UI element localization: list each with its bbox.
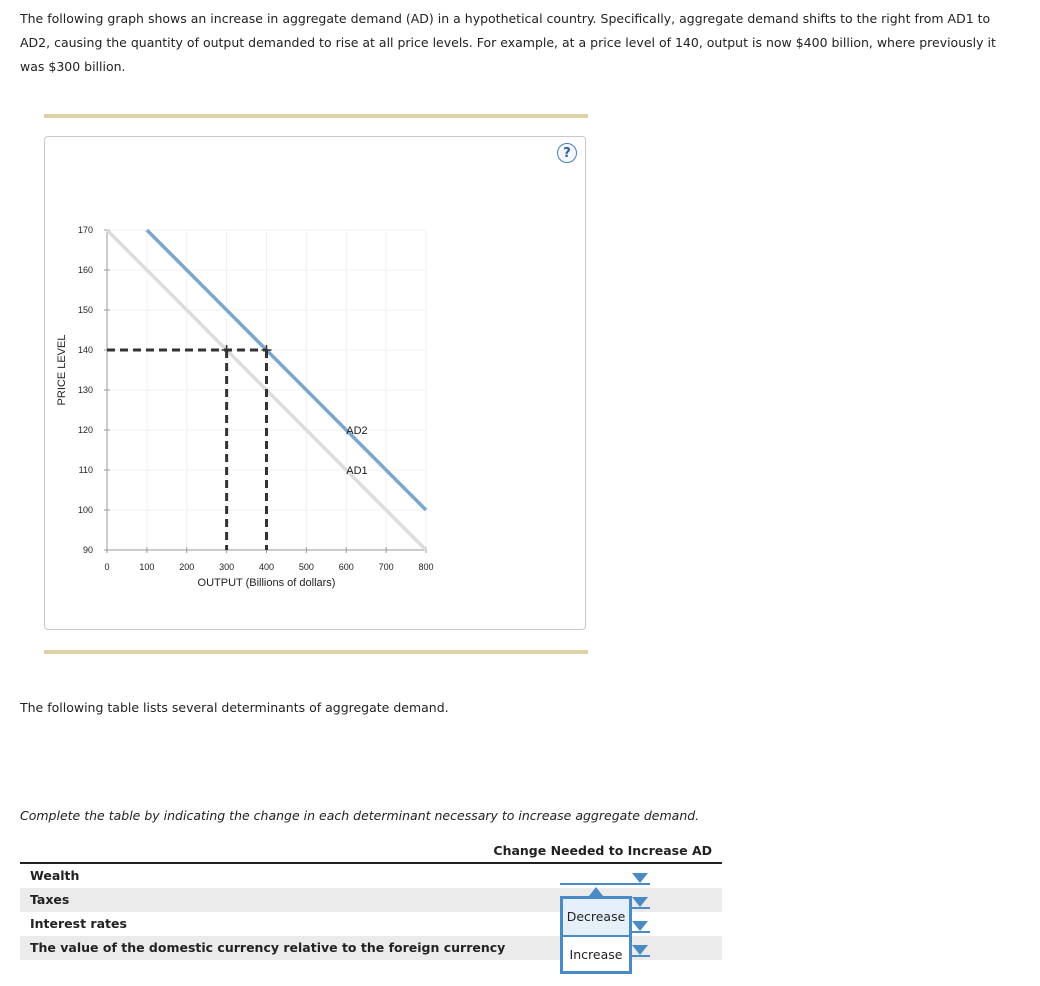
x-tick-label: 800	[418, 562, 434, 572]
y-tick-label: 120	[77, 425, 93, 435]
row-label: The value of the domestic currency relative to the foreign currency	[30, 940, 506, 955]
x-tick-label: 0	[104, 562, 110, 572]
row-label: Wealth	[30, 868, 80, 883]
table-header: Change Needed to Increase AD	[20, 842, 722, 864]
row-label: Interest rates	[30, 916, 127, 931]
top-divider	[44, 114, 588, 118]
y-tick-label: 100	[77, 505, 93, 515]
y-tick-label: 110	[78, 465, 93, 475]
curve-label-ad1: AD1	[346, 465, 368, 477]
series-line-ad2	[147, 230, 426, 510]
dropdown-arrow-icon[interactable]	[632, 921, 648, 931]
x-axis-label: OUTPUT (Billions of dollars)	[197, 577, 336, 589]
intro-text: The following graph shows an increase in aggregate demand (AD) in a hypothetical country. Specifically, aggregate demand shifts to the right from AD1 to AD2, causing the quantity of output demanded to rise at all price levels. For example, at a price level of 140, output is now $400 billion, where previously it was $300 billion.	[20, 11, 996, 74]
x-tick-label: 100	[139, 562, 155, 572]
dropdown-arrow-icon[interactable]	[632, 873, 648, 883]
y-tick-label: 140	[77, 345, 93, 355]
dropdown-popup	[560, 896, 632, 974]
option-decrease[interactable]: Decrease	[563, 899, 629, 937]
popup-caret-icon	[589, 887, 603, 896]
dropdown-wealth[interactable]	[560, 883, 650, 885]
help-icon[interactable]: ?	[557, 143, 577, 163]
y-tick-label: 160	[77, 265, 93, 275]
ad-chart	[45, 137, 585, 629]
bottom-divider	[44, 650, 588, 654]
table-row	[20, 864, 722, 888]
x-tick-label: 500	[298, 562, 314, 572]
x-tick-label: 400	[258, 562, 275, 572]
x-tick-label: 600	[338, 562, 354, 572]
y-tick-label: 130	[77, 385, 93, 395]
table-intro: The following table lists several determinants of aggregate demand.	[20, 700, 449, 715]
x-tick-label: 700	[378, 562, 394, 572]
y-axis-label: PRICE LEVEL	[56, 334, 68, 406]
option-increase[interactable]: Increase	[569, 947, 623, 962]
x-tick-label: 200	[179, 562, 195, 572]
instruction-text: Complete the table by indicating the change in each determinant necessary to increase aggregate demand.	[20, 808, 700, 823]
row-label: Taxes	[30, 892, 70, 907]
dropdown-arrow-icon[interactable]	[632, 945, 648, 955]
y-tick-label: 150	[77, 305, 93, 315]
x-tick-label: 300	[219, 562, 235, 572]
graph-panel	[44, 136, 586, 630]
dropdown-arrow-icon[interactable]	[632, 897, 648, 907]
y-tick-label: 90	[82, 545, 93, 555]
curve-label-ad2: AD2	[346, 425, 368, 437]
y-tick-label: 170	[77, 225, 93, 235]
